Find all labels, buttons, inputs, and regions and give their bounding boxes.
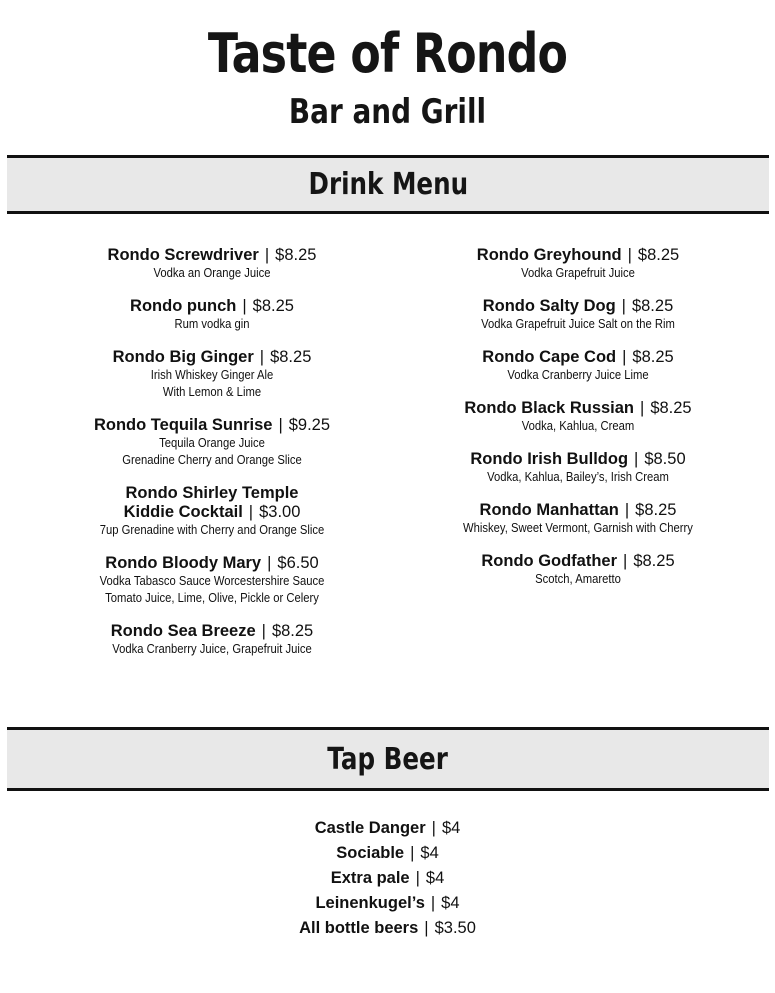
beer-price: $4 [420,844,439,862]
drink-description: Vodka, Kahlua, Cream [521,419,635,433]
price-separator: | [627,246,632,264]
drink-price: $8.25 [271,622,314,640]
price-separator: | [415,869,420,887]
drink-description: Whiskey, Sweet Vermont, Garnish with Cherry [463,521,693,535]
drink-price: $8.25 [632,348,674,366]
drink-description: 7up Grenadine with Cherry and Orange Slice [99,523,325,537]
drink-name: Rondo Black Russian [464,399,635,417]
drink-description: Grenadine Cherry and Orange Slice [122,453,302,467]
beer-price: $3.50 [434,919,476,937]
beer-item [0,841,775,866]
drink-price: $8.50 [644,450,686,468]
drink-name: Rondo Sea Breeze [110,622,256,640]
drink-name: Rondo Tequila Sunrise [93,416,273,434]
tap-beer-header [7,727,769,791]
drink-description: Irish Whiskey Ginger Ale [150,368,274,382]
price-separator: | [248,503,254,521]
drink-item [52,622,372,658]
drink-price: $8.25 [637,246,680,264]
drink-item [52,554,372,607]
drink-description: Vodka Cranberry Juice Lime [507,368,649,382]
drink-description: With Lemon & Lime [162,385,262,399]
drink-menu-heading: Drink Menu [308,167,468,202]
drink-description: Vodka Grapefruit Juice Salt on the Rim [481,317,675,331]
price-separator: | [410,844,415,862]
drink-item [52,297,372,333]
price-separator: | [431,819,436,837]
drink-name: Kiddie Cocktail [123,503,243,521]
drink-price: $8.25 [631,297,674,315]
drink-item [52,246,372,282]
drink-description: Vodka Grapefruit Juice [521,266,635,280]
beer-item [0,866,775,891]
drink-item [418,501,738,537]
drink-description: Tomato Juice, Lime, Olive, Pickle or Celery [105,591,319,605]
drink-price: $3.00 [259,503,301,521]
price-separator: | [259,348,265,366]
price-separator: | [261,622,266,640]
beer-name: Sociable [336,844,405,862]
drink-name: Rondo Big Ginger [112,348,254,366]
drink-item [52,416,372,469]
drink-name-line1: Rondo Shirley Temple [125,484,299,502]
drink-description: Vodka, Kahlua, Bailey’s, Irish Cream [487,470,669,484]
drink-price: $8.25 [275,246,317,264]
drink-item [418,297,738,333]
drink-name: Rondo Manhattan [479,501,619,519]
drink-item [418,552,738,588]
drink-price: $8.25 [650,399,692,417]
drink-name: Rondo Salty Dog [482,297,616,315]
drink-price: $9.25 [288,416,331,434]
price-separator: | [267,554,272,572]
drink-price: $8.25 [635,501,677,519]
beer-item [0,816,775,841]
price-separator: | [264,246,270,264]
drink-name: Rondo Irish Bulldog [470,450,629,468]
drink-description: Rum vodka gin [174,317,250,331]
drink-description: Scotch, Amaretto [535,572,621,586]
drink-item [52,484,372,539]
drink-price: $8.25 [270,348,312,366]
beer-item [0,891,775,916]
beer-name: Extra pale [330,869,410,887]
drink-description: Vodka Tabasco Sauce Worcestershire Sauce [99,574,325,588]
beer-name: All bottle beers [299,919,419,937]
drink-item [418,399,738,435]
drink-name: Rondo Cape Cod [482,348,617,366]
beer-name: Leinenkugel’s [315,894,425,912]
menu-subtitle: Bar and Grill [288,92,487,132]
drink-name: Rondo punch [130,297,237,315]
price-separator: | [624,501,630,519]
drink-name: Rondo Bloody Mary [105,554,262,572]
drink-price: $8.25 [633,552,675,570]
drink-item [418,450,738,486]
price-separator: | [430,894,436,912]
drink-price: $6.50 [277,554,319,572]
beer-price: $4 [425,869,445,887]
tap-beer-list [0,816,775,941]
price-separator: | [621,297,626,315]
drink-column-right [418,246,738,603]
drink-item [418,246,738,282]
drink-description: Tequila Orange Juice [159,436,265,450]
menu-title: Taste of Rondo [207,22,568,85]
drink-name: Rondo Godfather [481,552,618,570]
price-separator: | [640,399,645,417]
tap-beer-heading: Tap Beer [327,741,449,777]
price-separator: | [424,919,429,937]
price-separator: | [278,416,283,434]
drink-description: Vodka an Orange Juice [153,266,271,280]
drink-price: $8.25 [252,297,294,315]
drink-description: Vodka Cranberry Juice, Grapefruit Juice [112,642,312,656]
drink-item [52,348,372,401]
price-separator: | [622,348,627,366]
beer-price: $4 [441,819,461,837]
drink-column-left [52,246,372,673]
price-separator: | [634,450,639,468]
beer-item [0,916,775,941]
drink-item [418,348,738,384]
drink-name: Rondo Greyhound [476,246,622,264]
price-separator: | [623,552,628,570]
drink-menu-header [7,155,769,214]
beer-price: $4 [441,894,460,912]
drink-name: Rondo Screwdriver [107,246,259,264]
price-separator: | [242,297,247,315]
beer-name: Castle Danger [314,819,426,837]
